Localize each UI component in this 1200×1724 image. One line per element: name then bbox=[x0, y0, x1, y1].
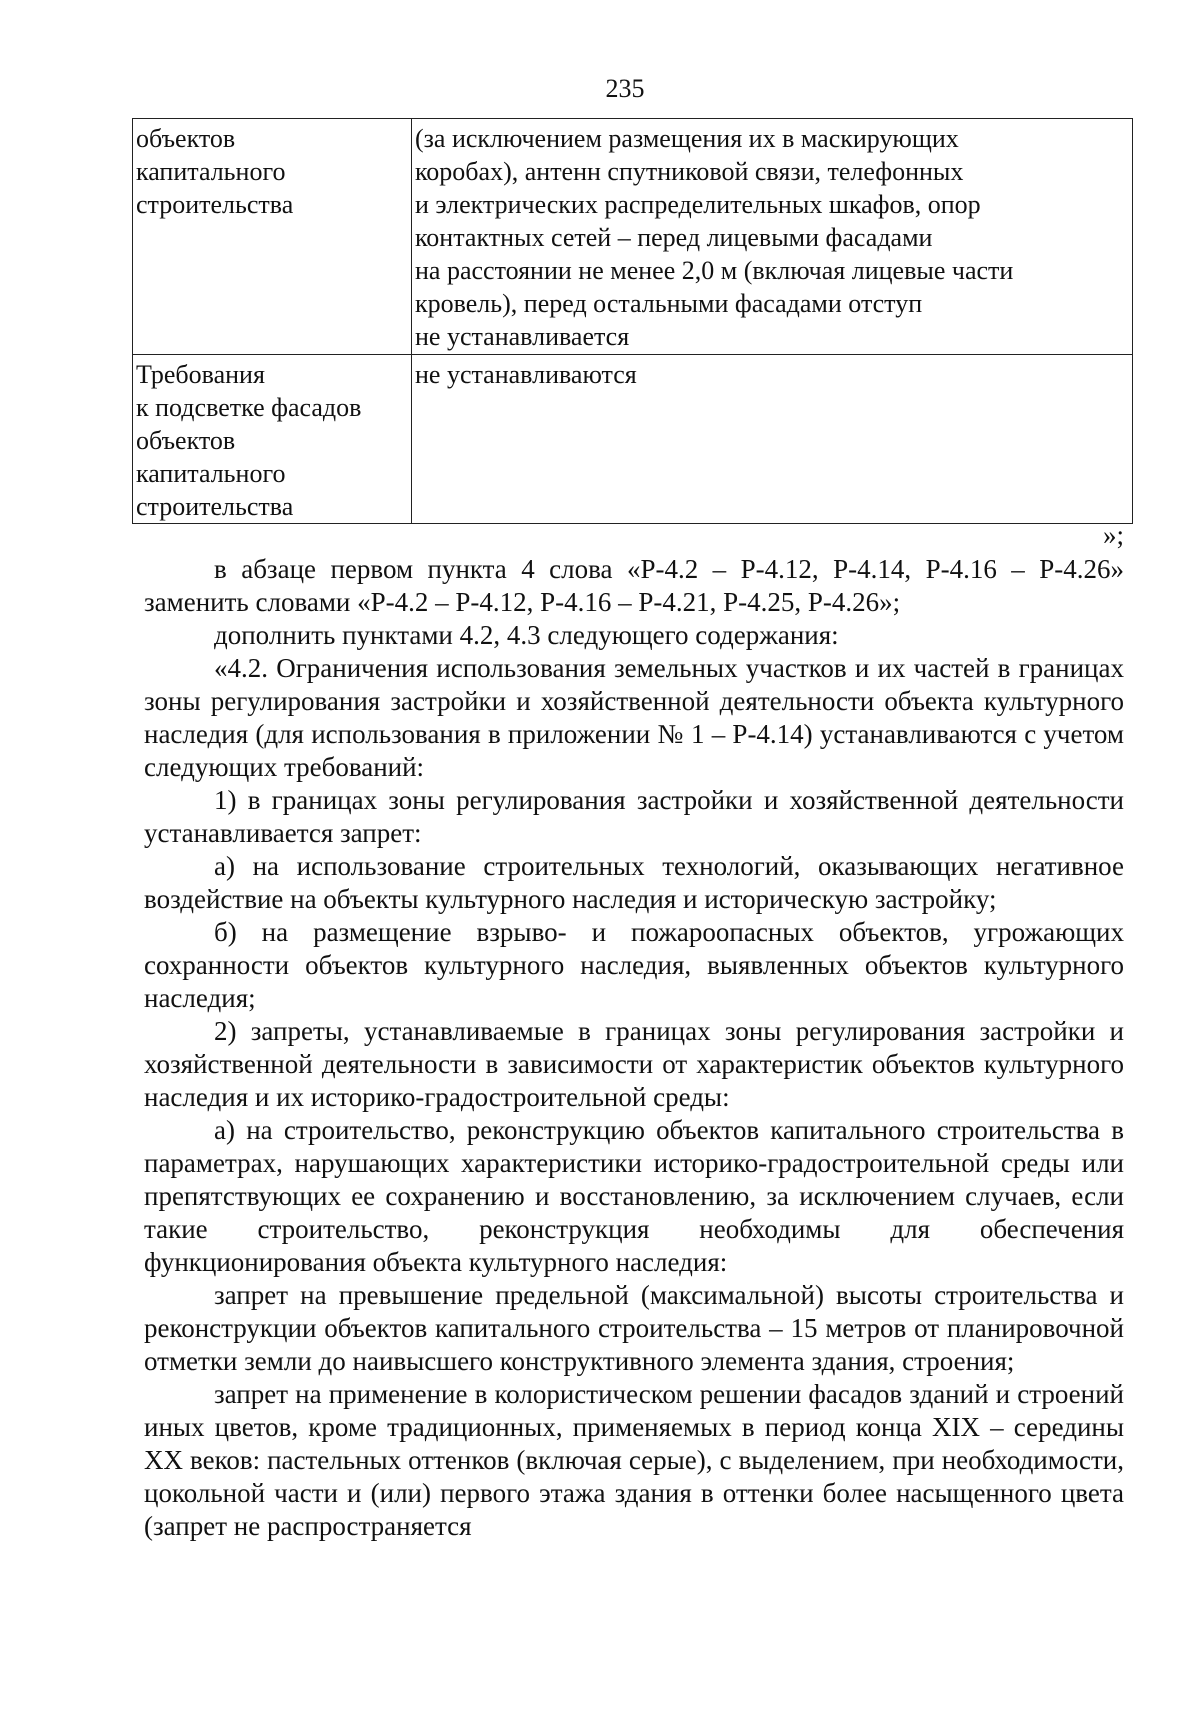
paragraph: б) на размещение взрыво- и пожароопасных объектов, угрожающих сохранности объектов культурного наследия, выявленных объектов культурного наследия; bbox=[144, 917, 1124, 1013]
table-row bbox=[133, 119, 1133, 355]
paragraph: дополнить пунктами 4.2, 4.3 следующего содержания: bbox=[214, 620, 839, 650]
paragraph: 1) в границах зоны регулирования застройки и хозяйственной деятельности устанавливается запрет: bbox=[144, 785, 1124, 848]
table-cell-value: (за исключением размещения их в маскирующих коробах), антенн спутниковой связи, телефонных и электрических распределительных шкафов, опор контактных сетей – перед лицевыми фасадами на расстоянии не менее 2,0 м (включая лицевые части кровель), перед остальными фасадами отступ не устанавливается bbox=[412, 119, 1133, 355]
paragraph: а) на использование строительных технологий, оказывающих негативное воздействие на объекты культурного наследия и историческую застройку; bbox=[144, 851, 1124, 914]
paragraph: запрет на превышение предельной (максимальной) высоты строительства и реконструкции объектов капитального строительства – 15 метров от планировочной отметки земли до наивысшего конструктивного элемента здания, строения; bbox=[144, 1280, 1124, 1376]
paragraph: 2) запреты, устанавливаемые в границах зоны регулирования застройки и хозяйственной деятельности в зависимости от характеристик объектов культурного наследия и их историко-градостроительной среды: bbox=[144, 1016, 1124, 1112]
table-cell-label: Требования к подсветке фасадов объектов капитального строительства bbox=[133, 355, 412, 524]
requirements-table bbox=[132, 118, 1133, 524]
paragraph: «4.2. Ограничения использования земельных участков и их частей в границах зоны регулирования застройки и хозяйственной деятельности объекта культурного наследия (для использования в приложении № 1 – Р-4.14) устанавливаются с учетом следующих требований: bbox=[144, 653, 1124, 782]
paragraph: запрет на применение в колористическом решении фасадов зданий и строений иных цветов, кроме традиционных, применяемых в период конца XIX – середины XX веков: пастельных оттенков (включая серые), с выделением, при необходимости, цокольной части и (или) первого этажа здания в оттенки более насыщенного цвета (запрет не распространяется bbox=[144, 1379, 1124, 1541]
table-cell-label: объектов капитального строительства bbox=[133, 119, 412, 355]
closing-quote: »; bbox=[1102, 520, 1124, 550]
paragraph: а) на строительство, реконструкцию объектов капитального строительства в параметрах, нарушающих характеристики историко-градостроительной среды или препятствующих ее сохранению и восстановлению, за исключением случаев, если такие строительство, реконструкция необходимы для обеспечения функционирования объекта культурного наследия: bbox=[144, 1115, 1124, 1277]
page-number: 235 bbox=[605, 74, 645, 103]
table-cell-value: не устанавливаются bbox=[412, 355, 1133, 524]
body-text bbox=[144, 553, 1124, 1543]
table-row bbox=[133, 355, 1133, 524]
paragraph: в абзаце первом пункта 4 слова «Р-4.2 – Р-4.12, Р-4.14, Р-4.16 – Р-4.26» заменить словами «Р-4.2 – Р-4.12, Р-4.16 – Р-4.21, Р-4.25, Р-4.26»; bbox=[144, 554, 1124, 617]
